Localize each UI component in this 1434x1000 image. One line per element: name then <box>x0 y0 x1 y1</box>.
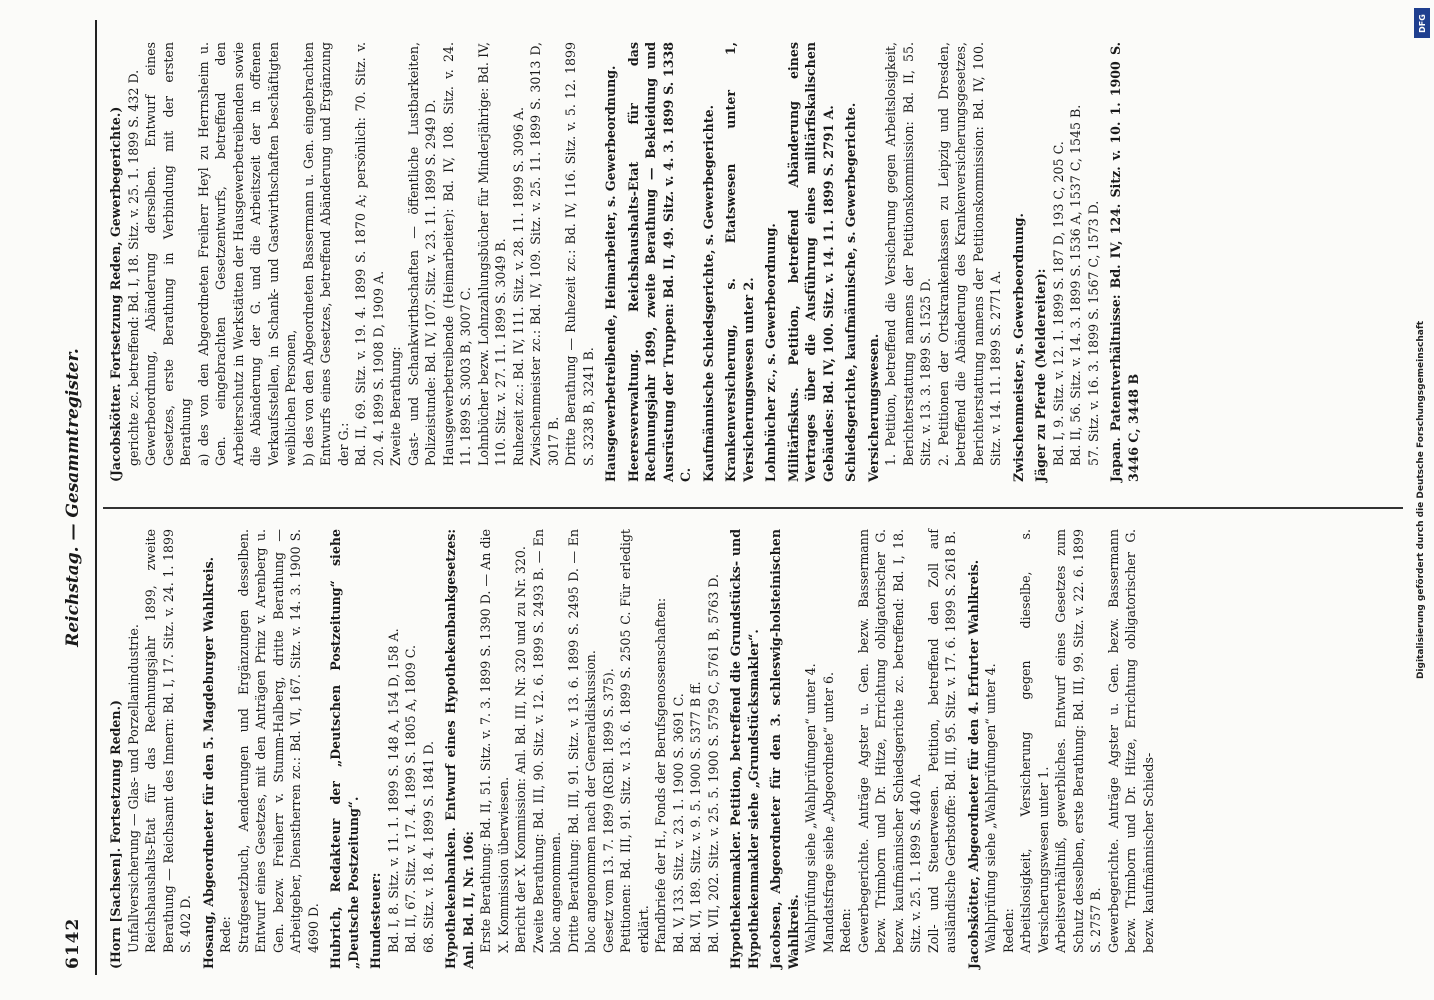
entry-line: Pfandbriefe der H., Fonds der Berufsgenossenschaften: <box>653 597 668 953</box>
entry-heading: Jäger zu Pferde (Meldereiter): <box>1033 268 1048 482</box>
entry-heading: Hypothekenmakler. Petition, betreffend die Grundstücks- und Hypothekenmakler siehe „Grundstücksmakler“. <box>728 529 761 969</box>
entry-line: Reden: <box>838 908 853 953</box>
entry-line: Wahlprüfung siehe „Wahlprüfungen“ unter 4. <box>983 663 998 953</box>
entry-line: Bericht der X. Kommission: Anl. Bd. III, Nr. 320 und zu Nr. 320. <box>513 546 528 953</box>
index-entry <box>327 529 362 969</box>
page-title: Reichstag. — Gesammtregister. <box>63 348 83 647</box>
entry-line: Erste Berathung: Bd. II, 51. Sitz. v. 7. 3. 1899 S. 1390 D. — An die X. Kommission überwiesen. <box>478 529 511 953</box>
index-entry <box>1010 42 1028 482</box>
entry-line: b) des von den Abgeordneten Bassermann u. Gen. eingebrachten Entwurfs eines Gesetzes, betreffend Abänderung und Ergänzung der G.: <box>300 42 351 466</box>
entry-line: Zwischenmeister zc.: Bd. IV, 109. Sitz. v. 25. 11. 1899 S. 3013 D, 3017 B. <box>528 42 561 466</box>
entry-line: Bd. II, 56. Sitz. v. 14. 3. 1899 S. 1536 A, 1537 C, 1545 B. <box>1068 104 1083 466</box>
entry-line: Bd. V, 133. Sitz. v. 23. 1. 1900 S. 3691 C. <box>670 693 686 953</box>
rotated-page <box>55 20 1405 975</box>
digitization-caption: Digitalisierung gefördert durch die Deutsche Forschungsgemeinschaft <box>1416 320 1426 680</box>
entry-line: Hausgewerbetreibende (Heimarbeiter): Bd. IV, 108. Sitz. v. 24. 11. 1899 S. 3003 B, 3007 C. <box>440 42 473 466</box>
entry-line: Bd. I, 9. Sitz. v. 12. 1. 1899 S. 187 D, 193 C, 205 C. <box>1050 141 1066 466</box>
entry-line: 1. Petition, betreffend die Versicherung gegen Arbeitslosigkeit, Berichterstattung namens der Petitionskommission: Bd. II, 55. Sitz. v. 13. 3. 1899 S. 1525 D. <box>883 42 933 466</box>
index-entry <box>965 529 1158 969</box>
entry-line: Lohnbücher bezw. Lohnzahlungsbücher für Minderjährige: Bd. IV, 110. Sitz. v. 27. 11. 1899 S. 3049 B. <box>475 42 508 466</box>
entry-line: Gesetz vom 13. 7. 1899 (RGBl. 1899 S. 375). <box>600 668 616 953</box>
entry-line: Bd. II, 67. Sitz. v. 17. 4. 1899 S. 1805 A, 1809 C. <box>403 645 418 953</box>
entry-line: Dritte Berathung — Ruhezeit zc.: Bd. IV, 116. Sitz. v. 5. 12. 1899 S. 3238 B, 3241 B. <box>563 42 596 466</box>
entry-heading: Versicherungswesen. <box>865 333 881 482</box>
entry-heading: Jacobskötter, Abgeordneter für den 4. Erfurter Wahlkreis. <box>965 559 981 969</box>
entry-heading: Heeresverwaltung. Reichshaushalts-Etat für das Rechnungsjahr 1899, zweite Berathung — Bekleidung und Ausrüstung der Truppen: Bd. II, 49. Sitz. v. 4. 3. 1899 S. 1338 C. <box>625 42 693 482</box>
entry-line: a) des von den Abgeordneten Freiherr Heyl zu Herrnsheim u. Gen. eingebrachten Gesetzentwurfs, betreffend den Arbeiterschutz in Werkstätten der Hausgewerbetreibenden sowie die Abänderung der G. und die Arbeitszeit der in offenen Verkaufsstellen, in Schank- und Gastwirthschaften beschäftigten weiblichen Personen, <box>195 42 298 466</box>
entry-line: Wahlprüfung siehe „Wahlprüfungen“ unter 4. <box>803 663 818 953</box>
index-entry <box>107 529 195 969</box>
entry-line: Zweite Berathung: Bd. III, 90. Sitz. v. 12. 6. 1899 S. 2493 B. — En bloc angenommen. <box>530 529 563 953</box>
left-column <box>107 529 1162 969</box>
entry-line: Gast- und Schankwirthschaften — öffentliche Lustbarkeiten, Polizeistunde: Bd. IV, 107. Sitz. v. 23. 11. 1899 S. 2949 D. <box>405 42 438 466</box>
entry-heading: Lohnbücher zc., s. Gewerbeordnung. <box>763 223 778 482</box>
entry-line: 2. Petitionen der Ortskrankenkassen zu Leipzig und Dresden, betreffend die Abänderung des Krankenversicherungsgesetzes, Berichterstattung namens der Petitionskommission: Bd. IV, 100. Sitz. v. 14. 11. 1899 S. 2771 A. <box>935 42 1003 466</box>
index-entry <box>700 42 718 482</box>
entry-heading: Krankenversicherung, s. Etatswesen unter 1, Versicherungswesen unter 2. <box>723 42 756 482</box>
entry-heading: Zwischenmeister, s. Gewerbeordnung. <box>1010 213 1026 482</box>
entry-line: Zoll- und Steuerwesen. Petition, betreffend den Zoll auf ausländische Gerbstoffe: Bd. III, 95. Sitz. v. 17. 6. 1899 S. 2618 B. <box>925 529 958 953</box>
entry-line: Ruhezeit zc.: Bd. IV, 111. Sitz. v. 28. 11. 1899 S. 3096 A. <box>510 107 526 466</box>
entry-line: gerichte zc. betreffend: Bd. I, 18. Sitz. v. 25. 1. 1899 S. 432 D. <box>125 69 141 466</box>
entry-line: Bd. I, 8. Sitz. v. 11. 1. 1899 S. 148 A, 154 D, 158 A. <box>385 628 401 953</box>
entry-line: Reichshaushalts-Etat für das Rechnungsjahr 1899, zweite Berathung — Reichsamt des Innern: Bd. I, 17. Sitz. v. 24. 1. 1899 S. 402 D. <box>143 529 193 953</box>
entry-line: Zweite Berathung: <box>388 346 403 466</box>
entry-heading: Hypothekenbanken. Entwurf eines Hypothekenbankgesetzes: Anl. Bd. II, Nr. 106: <box>443 529 476 969</box>
entry-line: Dritte Berathung: Bd. III, 91. Sitz. v. 13. 6. 1899 S. 2495 D. — En bloc angenommen nach der Generaldiskussion. <box>565 529 598 953</box>
entry-line: Arbeitslosigkeit, Versicherung gegen dieselbe, s. Versicherungswesen unter 1. <box>1018 529 1051 953</box>
entry-line: Arbeitsverhältniß, gewerbliches. Entwurf eines Gesetzes zum Schutz desselben, erste Berathung: Bd. III, 99. Sitz. v. 22. 6. 1899 S. 2757 B. <box>1053 529 1103 953</box>
index-entry <box>442 529 722 969</box>
index-entry <box>1032 42 1102 482</box>
index-entry <box>865 42 1005 482</box>
page-header <box>55 20 97 975</box>
entry-heading: Hausgewerbetreibende, Heimarbeiter, s. Gewerbeordnung. <box>603 65 618 482</box>
index-entry <box>785 42 838 482</box>
entry-line: Strafgesetzbuch, Aenderungen und Ergänzungen desselben. Entwurf eines Gesetzes, mit den Anträgen Prinz v. Arenberg u. Gen. bezw. Freiherr v. Stumm-Halberg, dritte Berathung — Arbeitgeber, Dienstherren zc.: Bd. VI, 167. Sitz. v. 14. 3. 1900 S. 4690 D. <box>235 529 321 953</box>
index-entry <box>367 529 437 969</box>
entry-line: Gewerbegerichte. Anträge Agster u. Gen. bezw. Bassermann bezw. Trimborn und Dr. Hitze, Errichtung obligatorischer G. bezw. kaufmännischer Schieds- <box>1105 529 1156 953</box>
entry-heading: Hubrich, Redakteur der „Deutschen Postzeitung“ siehe „Deutsche Postzeitung“. <box>328 529 361 969</box>
entry-heading: (Horn [Sachsen]. Fortsetzung Reden.) <box>108 700 123 969</box>
index-entry <box>842 42 860 482</box>
entry-line: Petitionen: Bd. III, 91. Sitz. v. 13. 6. 1899 S. 2505 C. Für erledigt erklärt. <box>618 529 651 953</box>
right-column <box>107 42 1147 482</box>
index-entry <box>602 42 620 482</box>
entry-line: 68. Sitz. v. 18. 4. 1899 S. 1841 D. <box>420 740 436 953</box>
index-entry <box>767 529 960 969</box>
entry-line: Bd. II, 69. Sitz. v. 19. 4. 1899 S. 1870 A; persönlich: 70. Sitz. v. 20. 4. 1899 S. 1908 D, 1909 A. <box>353 42 386 466</box>
entry-heading: Hundesteuer: <box>368 872 383 969</box>
index-entry <box>727 529 762 969</box>
entry-line: Gewerbegerichte. Anträge Agster u. Gen. bezw. Bassermann bezw. Trimborn und Dr. Hitze, Errichtung obligatorischer G. bezw. kaufmännischer Schiedsgerichte zc. betreffend: Bd. I, 18. Sitz. v. 25. 1. 1899 S. 440 A. <box>855 529 923 953</box>
entry-heading: Schiedsgerichte, kaufmännische, s. Gewerbegerichte. <box>843 102 858 482</box>
entry-line: Rede: <box>218 916 233 953</box>
index-entry <box>762 42 780 482</box>
entry-heading: Hosang, Abgeordneter für den 5. Magdeburger Wahlkreis. <box>200 557 216 969</box>
index-entry <box>1107 42 1142 482</box>
index-entry <box>200 529 323 969</box>
page-number: 6142 <box>63 917 83 969</box>
entry-heading: (Jacobskötter. Fortsetzung Reden, Gewerbegerichte.) <box>108 106 123 482</box>
entry-line: Reden: <box>1000 908 1016 953</box>
index-entry <box>722 42 757 482</box>
entry-heading: Jacobsen, Abgeordneter für den 3. schleswig-holsteinischen Wahlkreis. <box>768 529 801 969</box>
index-entry <box>625 42 695 482</box>
column-divider <box>103 507 1403 509</box>
index-entry <box>107 42 597 482</box>
dfg-logo: DFG <box>1414 8 1430 38</box>
entry-heading: Kaufmännische Schiedsgerichte, s. Gewerbegerichte. <box>700 104 716 482</box>
entry-line: Bd. VI, 189. Sitz. v. 9. 5. 1900 S. 5377 B ff. <box>688 681 703 953</box>
entry-heading: Militärfiskus. Petition, betreffend Abänderung eines Vertrages über die Ausführung eines militärfiskalischen Gebäudes: Bd. IV, 100. Sitz. v. 14. 11. 1899 S. 2791 A. <box>785 42 836 482</box>
entry-line: Unfallversicherung — Glas- und Porzellanindustrie. <box>125 624 141 953</box>
entry-line: 57. Sitz. v. 16. 3. 1899 S. 1567 C, 1573 D. <box>1085 200 1101 466</box>
entry-line: Mandatsfrage siehe „Abgeordnete“ unter 6. <box>820 672 836 953</box>
entry-line: Gewerbeordnung, Abänderung derselben. Entwurf eines Gesetzes, erste Berathung in Verbindung mit der ersten Berathung <box>143 42 193 466</box>
entry-line: Bd. VII, 202. Sitz. v. 25. 5. 1900 S. 5759 C, 5761 B, 5763 D. <box>705 574 721 953</box>
entry-heading: Japan. Patentverhältnisse: Bd. IV, 124. Sitz. v. 10. 1. 1900 S. 3446 C, 3448 B <box>1108 42 1141 482</box>
